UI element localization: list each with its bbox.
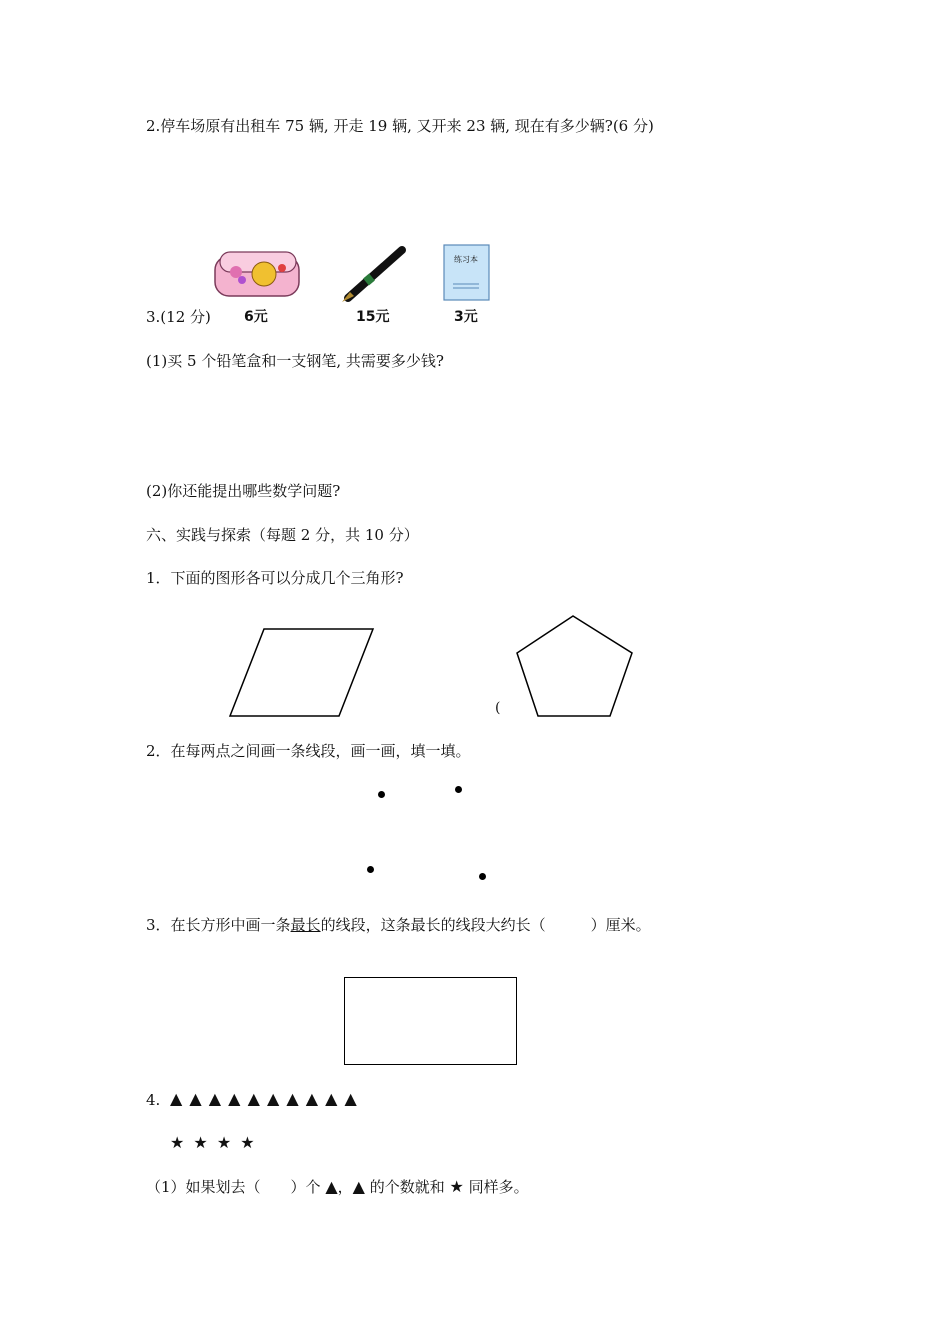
question-2-text: 2.停车场原有出租车 75 辆, 开走 19 辆, 又开来 23 辆, 现在有多少辆?(6 分) — [146, 117, 654, 135]
answer-paren: ( — [495, 700, 501, 716]
parallelogram-shape — [220, 620, 390, 724]
triangle-row: ▲ ▲ ▲ ▲ ▲ ▲ ▲ ▲ ▲ ▲ — [170, 1089, 358, 1108]
pentagon-shape — [505, 608, 645, 724]
triangle-icon: ▲ — [352, 1177, 365, 1196]
exercise-book-icon — [443, 244, 491, 302]
point-dot — [367, 866, 374, 873]
practice-4-sub1-b: 的个数就和 — [369, 1178, 445, 1196]
price-pencil-case: 6元 — [244, 309, 268, 325]
practice-1-text: 1．下面的图形各可以分成几个三角形? — [146, 569, 404, 587]
section-6-title: 六、实践与探索（每题 2 分，共 10 分） — [146, 526, 419, 544]
point-dot — [455, 786, 462, 793]
practice-3-before: 3．在长方形中画一条 — [146, 916, 291, 934]
practice-2-text: 2．在每两点之间画一条线段，画一画，填一填。 — [146, 742, 471, 760]
point-dot — [378, 791, 385, 798]
practice-4-sub1-c: 同样多。 — [468, 1178, 529, 1196]
practice-4-sub1-a: （1）如果划去（ ）个 — [146, 1178, 321, 1196]
rectangle-shape — [344, 977, 517, 1065]
practice-4-comma: ， — [337, 1178, 353, 1196]
triangle-icon: ▲ — [325, 1177, 338, 1196]
question-3-sub2: (2)你还能提出哪些数学问题? — [146, 482, 341, 500]
practice-4-label: 4. — [146, 1091, 161, 1109]
price-pen: 15元 — [356, 309, 390, 325]
practice-4-sub1 — [146, 1177, 529, 1197]
practice-3-text — [146, 915, 651, 935]
practice-3-underlined: 最长 — [290, 916, 321, 934]
pencil-case-icon — [212, 246, 302, 302]
question-3-sub1: (1)买 5 个铅笔盒和一支钢笔, 共需要多少钱? — [146, 352, 444, 370]
book-cover-label: 练习本 — [454, 255, 478, 264]
fountain-pen-icon — [340, 244, 410, 304]
price-book: 3元 — [454, 309, 478, 325]
star-row: ★ ★ ★ ★ — [170, 1133, 257, 1152]
practice-3-after: 的线段，这条最长的线段大约长（ ）厘米。 — [320, 916, 651, 934]
question-3-header: 3.(12 分) — [146, 308, 211, 326]
star-icon: ★ — [449, 1177, 464, 1196]
point-dot — [479, 873, 486, 880]
